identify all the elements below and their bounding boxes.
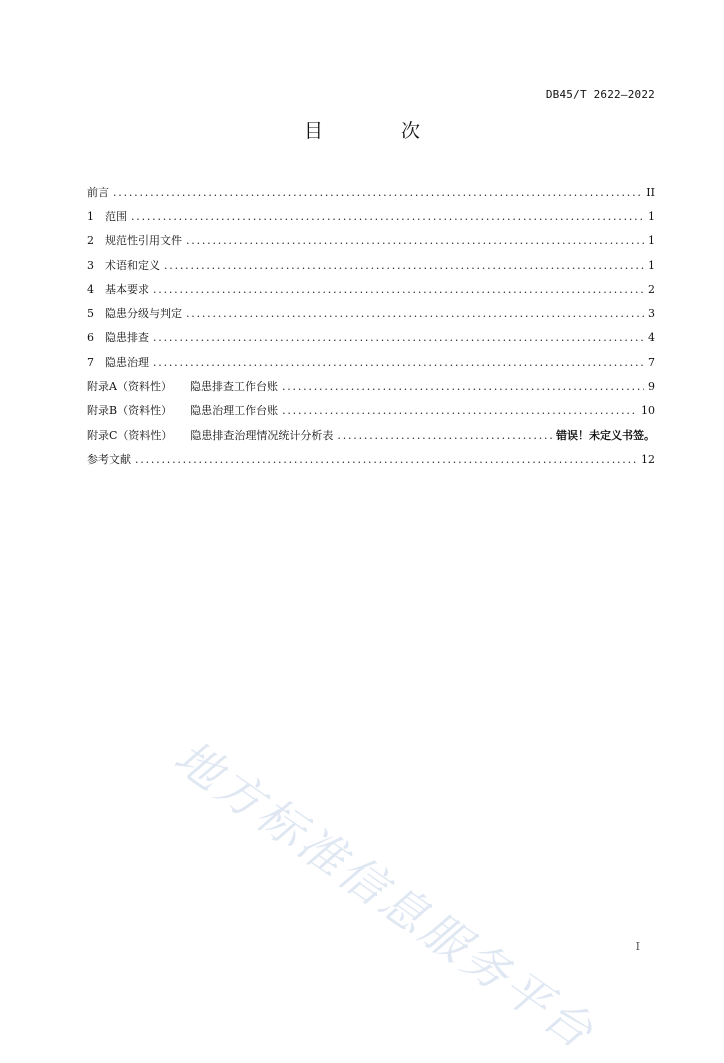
toc-entry-1[interactable] <box>87 204 655 228</box>
toc-leader <box>282 405 637 416</box>
toc-leader <box>113 187 642 198</box>
toc-page: 4 <box>648 331 655 345</box>
toc-leader <box>186 308 644 319</box>
toc-page: 1 <box>648 258 655 272</box>
toc-label: 隐患排查 <box>105 331 149 345</box>
appendix-label: 附录A（资料性） <box>87 380 172 394</box>
toc-entry-5[interactable] <box>87 301 655 325</box>
toc-label <box>87 430 333 441</box>
toc-label <box>87 381 278 392</box>
watermark: 地方标准信息服务平台 <box>164 729 606 1061</box>
toc-leader <box>153 284 644 295</box>
toc-page: 1 <box>648 234 655 248</box>
toc-leader <box>164 260 644 271</box>
toc-leader <box>135 454 637 465</box>
toc-page: 1 <box>648 209 655 223</box>
appendix-label: 附录B（资料性） <box>87 404 173 418</box>
toc-number: 2 <box>87 234 94 248</box>
toc-leader <box>153 332 644 343</box>
toc-entry-appendix-c[interactable] <box>87 423 655 447</box>
toc-entry-7[interactable] <box>87 350 655 374</box>
toc-entry-4[interactable] <box>87 277 655 301</box>
toc-page: 12 <box>641 452 655 466</box>
page-title: 目 次 <box>303 120 457 142</box>
toc-label: 前言 <box>87 185 109 199</box>
toc-label: 隐患分级与判定 <box>105 307 182 321</box>
toc-label: 隐患治理 <box>105 355 149 369</box>
toc-page: 3 <box>648 307 655 321</box>
toc-entry-appendix-b[interactable] <box>87 399 655 423</box>
toc-entry-3[interactable] <box>87 253 655 277</box>
toc-label: 规范性引用文件 <box>105 234 182 248</box>
toc-leader <box>337 430 552 441</box>
toc-number: 1 <box>87 209 94 223</box>
toc-label: 基本要求 <box>105 282 149 296</box>
toc-number: 7 <box>87 355 94 369</box>
table-of-contents <box>87 180 655 472</box>
appendix-title: 隐患排查治理情况统计分析表 <box>190 428 334 442</box>
toc-entry-2[interactable] <box>87 229 655 253</box>
toc-page: 9 <box>648 380 655 394</box>
toc-page: 2 <box>648 282 655 296</box>
toc-page: 7 <box>648 355 655 369</box>
toc-leader <box>153 357 644 368</box>
toc-label <box>87 405 278 416</box>
toc-page: II <box>646 185 655 199</box>
toc-number: 5 <box>87 307 94 321</box>
toc-leader <box>282 381 644 392</box>
toc-entry-appendix-a[interactable] <box>87 374 655 398</box>
toc-number: 4 <box>87 282 94 296</box>
toc-page: 10 <box>641 404 655 418</box>
appendix-title: 隐患排查工作台账 <box>189 380 278 394</box>
toc-entry-6[interactable] <box>87 326 655 350</box>
toc-entry-foreword[interactable] <box>87 180 655 204</box>
toc-label: 范围 <box>105 209 127 223</box>
appendix-title: 隐患治理工作台账 <box>190 404 279 418</box>
toc-leader <box>186 235 644 246</box>
toc-leader <box>131 211 644 222</box>
toc-label: 参考文献 <box>87 452 131 466</box>
standard-code: DB45/T 2622—2022 <box>545 88 655 101</box>
appendix-label: 附录C（资料性） <box>87 428 173 442</box>
page-number: I <box>635 940 640 953</box>
toc-number: 6 <box>87 331 94 345</box>
toc-number: 3 <box>87 258 94 272</box>
toc-entry-references[interactable] <box>87 447 655 471</box>
toc-label: 术语和定义 <box>105 258 160 272</box>
toc-page-error: 错误！未定义书签。 <box>556 428 655 442</box>
